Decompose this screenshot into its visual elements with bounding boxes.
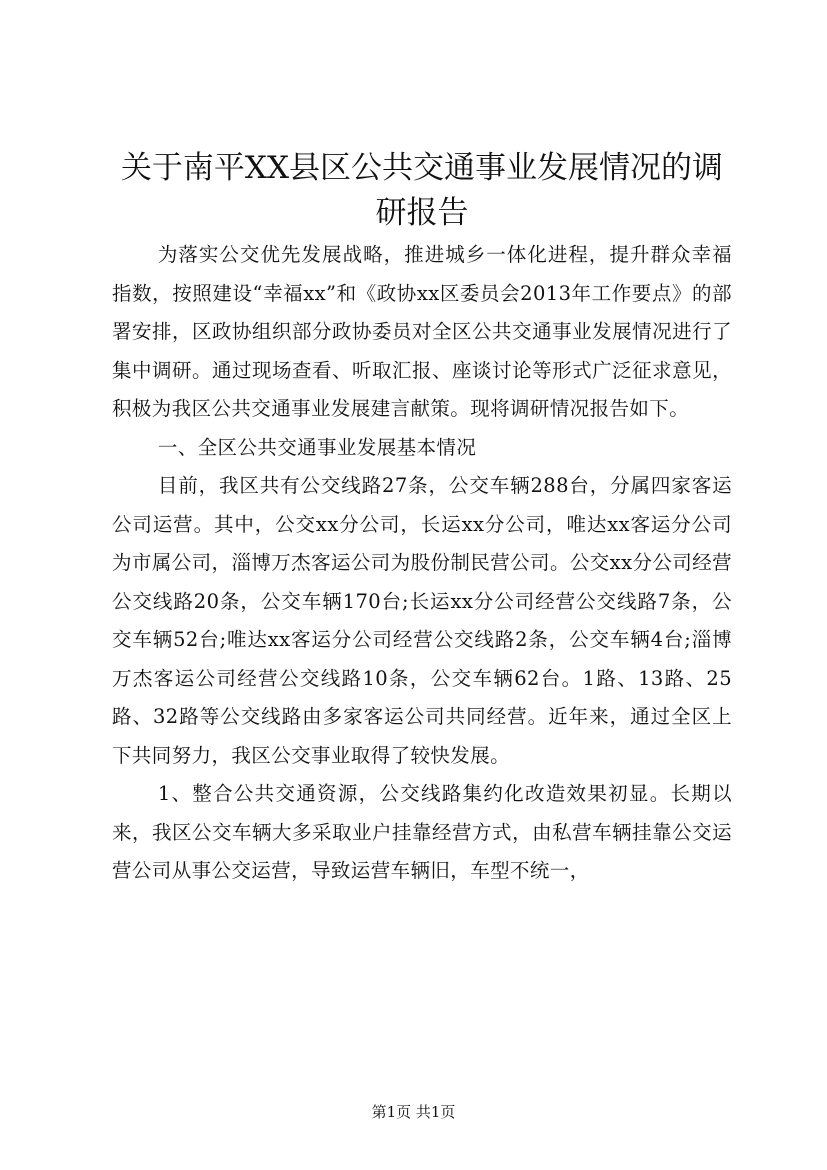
intro-paragraph: 为落实公交优先发展战略，推进城乡一体化进程，提升群众幸福指数，按照建设“幸福xx”和《政协xx区委员会2013年工作要点》的部署安排，区政协组织部分政协委员对全区公共交通事业发展情况进行了集中调研。通过现场查看、听取汇报、座谈讨论等形式广泛征求意见，积极为我区公共交通事业发展建言献策。现将调研情况报告如下。 [112, 243, 732, 420]
section-heading: 一、全区公共交通事业发展基本情况 [157, 435, 477, 459]
body-paragraph: 目前，我区共有公交线路27条，公交车辆288台，分属四家客运公司运营。其中，公交xx分公司，长运xx分公司，唯达xx客运分公司为市属公司，淄博万杰客运公司为股份制民营公司。公交xx分公司经营公交线路20条，公交车辆170台;长运xx分公司经营公交线路7条，公交车辆52台;唯达xx客运分公司经营公交线路2条，公交车辆4台;淄博万杰客运公司经营公交线路10条，公交车辆62台。1路、13路、25路、32路等公交线路由多家客运公司共同经营。近年来，通过全区上下共同努力，我区公交事业取得了较快发展。 [112, 474, 732, 767]
page-footer: 第1页 共1页 [371, 1103, 456, 1121]
document-body [112, 146, 732, 891]
body-paragraph: 1、整合公共交通资源，公交线路集约化改造效果初显。长期以来，我区公交车辆大多采取业户挂靠经营方式，由私营车辆挂靠公交运营公司从事公交运营，导致运营车辆旧，车型不统一， [112, 782, 732, 882]
document-title: 关于南平XX县区公共交通事业发展情况的调研报告 [120, 150, 724, 231]
